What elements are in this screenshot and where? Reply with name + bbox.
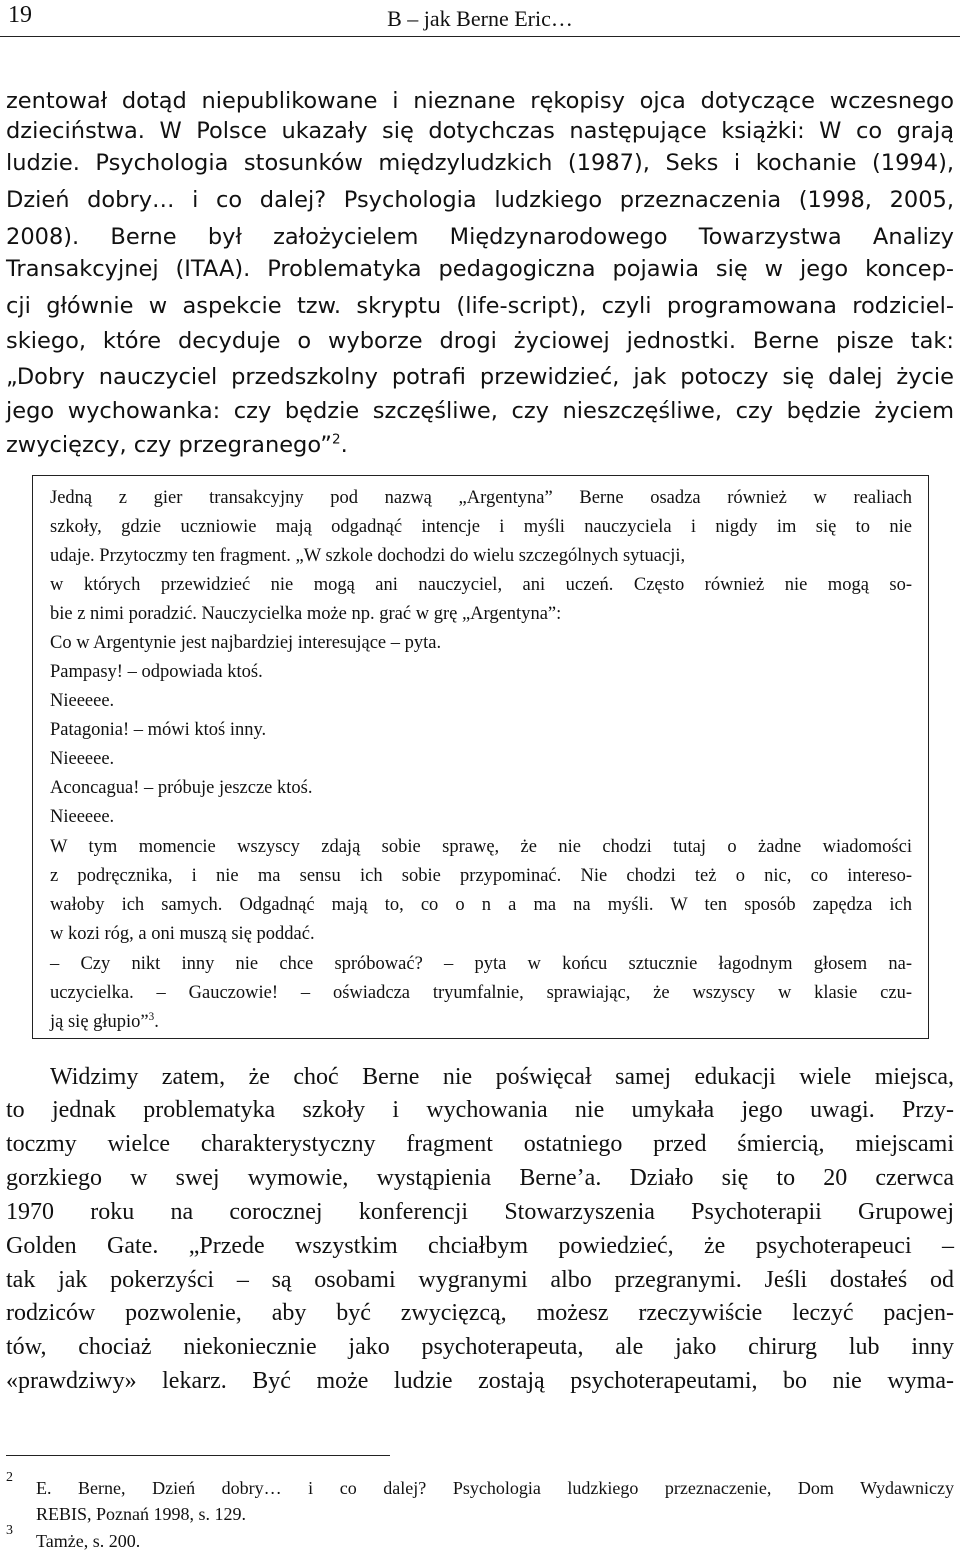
box-line: Nieeeee.	[50, 691, 115, 711]
text-line: toczmy wielce charakterystyczny fragment ostatniego przed śmiercią, miejscami	[6, 1131, 954, 1157]
footnote-ref: 2	[331, 431, 341, 448]
text-line: jego wychowanka: czy będzie szczęśliwe, czy nieszczęśliwe, czy będzie życiem	[6, 398, 954, 424]
text-line: to jednak problematyka szkoły i wychowania nie umykała jego uwagi. Przy-	[6, 1097, 954, 1123]
footnote-ref: 3	[148, 1010, 155, 1023]
footnote-number: 3	[6, 1523, 13, 1538]
box-line: Aconcagua! – próbuje jeszcze ktoś.	[50, 778, 313, 798]
text-line: gorzkiego w swej wymowie, wystąpienia Berne’a. Działo się to 20 czerwca	[6, 1165, 954, 1191]
footnote-text: REBIS, Poznań 1998, s. 129.	[36, 1504, 247, 1524]
text-line: tak jak pokerzyści – są osobami wygranymi albo przegranymi. Jeśli dostałeś od	[6, 1267, 954, 1293]
box-line: w kozi róg, a oni muszą się poddać.	[50, 924, 315, 944]
box-line: z podręcznika, i nie ma sensu ich sobie przypominać. Nie chodzi też o nic, co intereso-	[50, 866, 912, 886]
box-line: w których przewidzieć nie mogą ani nauczyciel, ani uczeń. Często również nie mogą so-	[50, 575, 912, 595]
text-line: cji głównie w aspekcie tzw. skryptu (life-script), czyli programowana rodziciel-	[6, 293, 954, 319]
footnote-text: E. Berne, Dzień dobry… i co dalej? Psychologia ludzkiego przeznaczenie, Dom Wydawniczy	[36, 1478, 954, 1498]
text-line: Golden Gate. „Przede wszystkim chciałbym powiedzieć, że psychoterapeuci –	[6, 1233, 954, 1259]
text-line	[6, 432, 954, 458]
text-line-last: zwycięzcy, czy przegranego”	[6, 432, 332, 458]
box-line: udaje. Przytoczmy ten fragment. „W szkole dochodzi do wielu szczególnych sytuacji,	[50, 546, 686, 566]
footnote-rule	[6, 1455, 390, 1456]
box-line: Co w Argentynie jest najbardziej interesujące – pyta.	[50, 633, 442, 653]
text-line: Transakcyjnej (ITAA). Problematyka pedagogiczna pojawia się w jego koncep-	[6, 256, 954, 282]
footnote-text: Tamże, s. 200.	[36, 1531, 141, 1551]
running-title: B – jak Berne Eric…	[387, 6, 573, 31]
text-line: «prawdziwy» lekarz. Być może ludzie zostają psychoterapeutami, bo nie wyma-	[6, 1368, 954, 1394]
text-line: „Dobry nauczyciel przedszkolny potrafi przewidzieć, jak potoczy się dalej życie	[6, 364, 954, 390]
text-line: Widzimy zatem, że choć Berne nie poświęcał samej edukacji wiele miejsca,	[50, 1064, 954, 1090]
box-line: wałoby ich samych. Odgadnąć mają to, co o n a ma na myśli. W ten sposób zapędza ich	[50, 895, 912, 915]
box-line: W tym momencie wszyscy zdają sobie sprawę, że nie chodzi tutaj o żadne wiadomości	[50, 837, 912, 857]
text-line: dzieciństwa. W Polsce ukazały się dotychczas następujące książki: W co grają	[6, 118, 954, 144]
text-line: ludzie. Psychologia stosunków międzyludzkich (1987), Seks i kochanie (1994),	[6, 150, 954, 176]
box-line: Nieeeee.	[50, 807, 115, 827]
box-line	[50, 1012, 912, 1033]
text-line: tów, chociaż niekoniecznie jako psychoterapeuta, ale jako chirurg lub inny	[6, 1334, 954, 1360]
text-line: Dzień dobry… i co dalej? Psychologia ludzkiego przeznaczenia (1998, 2005,	[6, 187, 954, 213]
text-line: rodziców pozwolenie, aby być zwycięzcą, możesz rzeczywiście leczyć pacjen-	[6, 1300, 954, 1326]
box-line: Patagonia! – mówi ktoś inny.	[50, 720, 267, 740]
box-line: Jedną z gier transakcyjny pod nazwą „Argentyna” Berne osadza również w realiach	[50, 488, 912, 508]
box-line: Nieeeee.	[50, 749, 115, 769]
page-header	[0, 0, 960, 40]
box-line: – Czy nikt inny nie chce spróbować? – pyta w końcu sztucznie łagodnym głosem na-	[50, 954, 912, 974]
box-line: uczycielka. – Gauczowie! – oświadcza tryumfalnie, sprawiając, że wszyscy w klasie czu-	[50, 983, 912, 1003]
line-end: .	[154, 1012, 159, 1032]
header-rule	[0, 36, 960, 37]
text-line: 1970 roku na corocznej konferencji Stowarzyszenia Psychoterapii Grupowej	[6, 1199, 954, 1225]
box-line: szkoły, gdzie uczniowie mają odgadnąć intencje i myśli nauczyciela i nigdy im się to nie	[50, 517, 912, 537]
box-line-last: ją się głupio”	[50, 1012, 149, 1032]
footnote-number: 2	[6, 1470, 13, 1485]
text-line: skiego, które decyduje o wyborze drogi życiowej jednostki. Berne pisze tak:	[6, 328, 954, 354]
page-number: 19	[8, 2, 32, 28]
line-end: .	[340, 432, 348, 458]
text-line: zentował dotąd niepublikowane i nieznane rękopisy ojca dotyczące wczesnego	[6, 88, 954, 114]
box-line: Pampasy! – odpowiada ktoś.	[50, 662, 263, 682]
text-line: 2008). Berne był założycielem Międzynarodowego Towarzystwa Analizy	[6, 224, 954, 250]
box-line: bie z nimi poradzić. Nauczycielka może np. grać w grę „Argentyna”:	[50, 604, 562, 624]
